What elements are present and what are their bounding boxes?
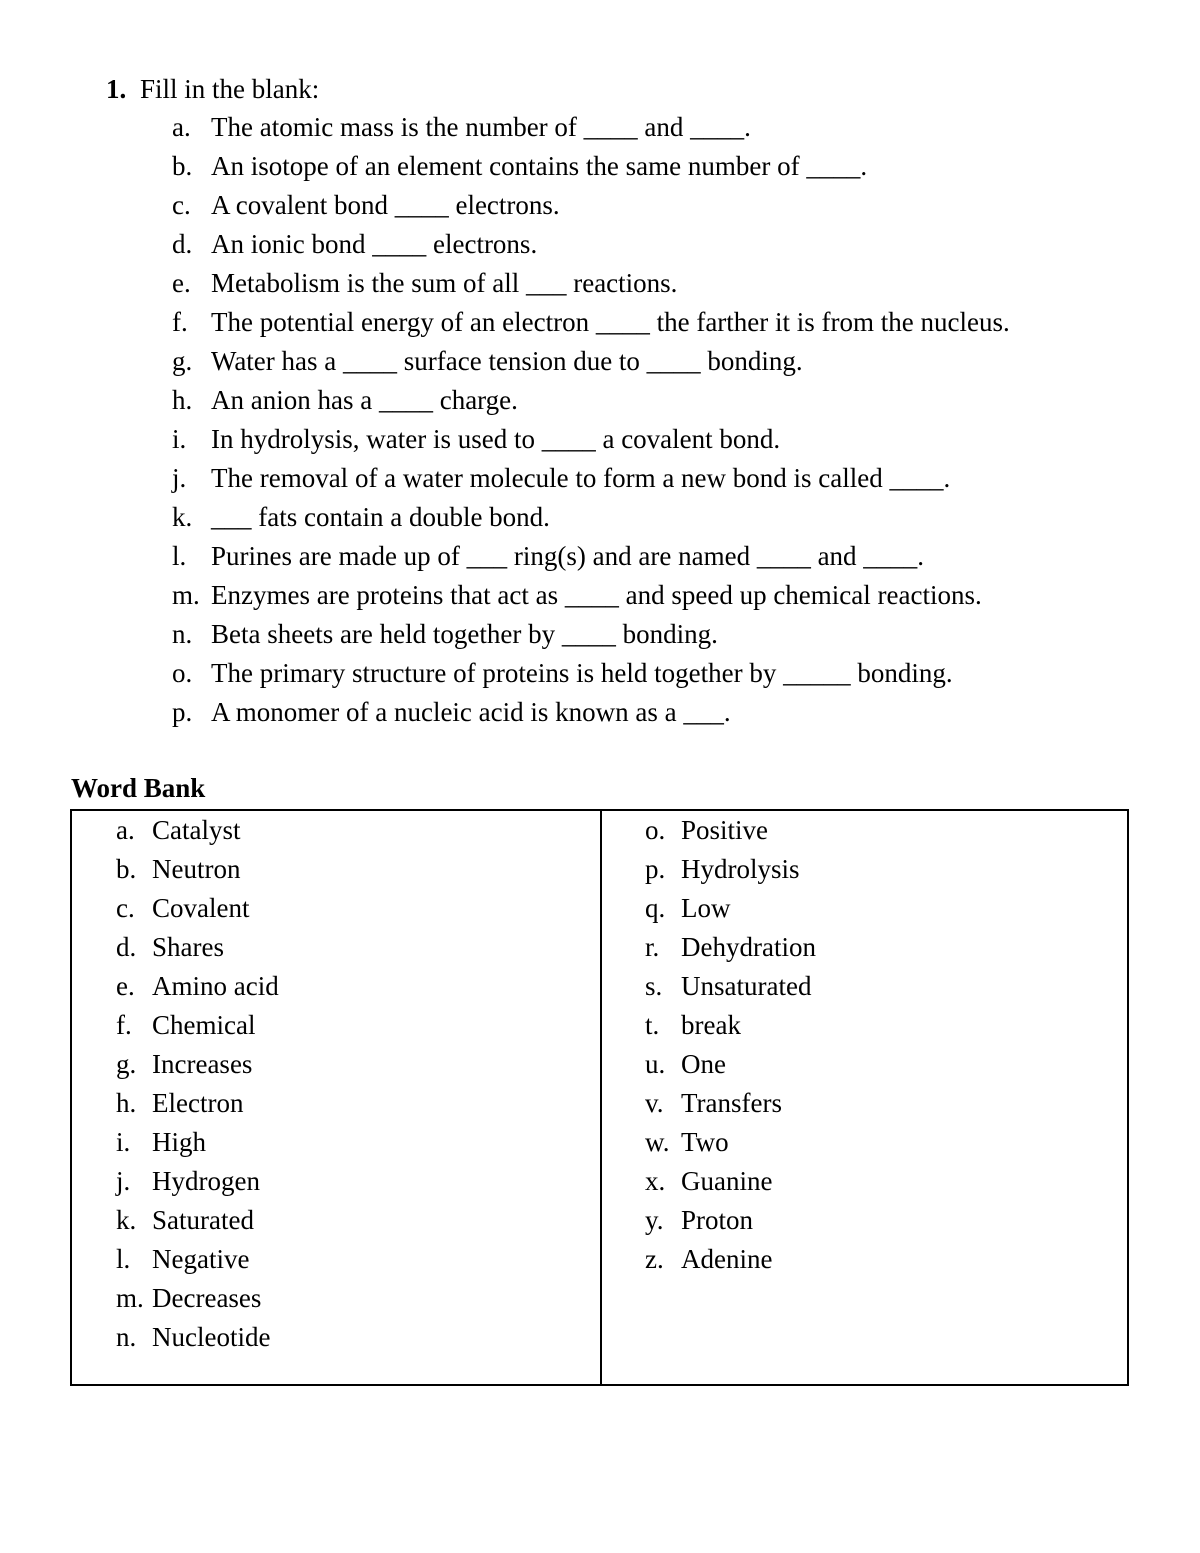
word-bank-item xyxy=(645,930,816,969)
question-number: 1. xyxy=(106,74,127,104)
word-bank-right-column xyxy=(645,813,816,1281)
word-bank-letter: c. xyxy=(116,893,135,923)
word-bank-word: One xyxy=(681,1049,726,1079)
word-bank-word: Guanine xyxy=(681,1166,773,1196)
question-letter: b. xyxy=(172,151,193,181)
word-bank-letter: a. xyxy=(116,815,135,845)
question-text: A covalent bond ____ electrons. xyxy=(211,190,560,220)
word-bank-word: Hydrogen xyxy=(152,1166,260,1196)
word-bank-letter: s. xyxy=(645,971,663,1001)
question-letter: d. xyxy=(172,229,193,259)
question-letter: f. xyxy=(172,307,188,337)
question-item xyxy=(172,500,1010,539)
word-bank-item xyxy=(116,1281,279,1320)
word-bank-item xyxy=(645,1242,816,1281)
word-bank-title: Word Bank xyxy=(71,773,206,803)
question-text: The atomic mass is the number of ____ and ____. xyxy=(211,112,751,142)
word-bank-item xyxy=(645,1008,816,1047)
word-bank-table xyxy=(70,809,1129,1386)
question-text: Purines are made up of ___ ring(s) and are named ____ and ____. xyxy=(211,541,925,571)
word-bank-item xyxy=(645,891,816,930)
word-bank-word: Proton xyxy=(681,1205,754,1235)
word-bank-letter: m. xyxy=(116,1283,144,1313)
question-item xyxy=(172,305,1010,344)
question-text: Water has a ____ surface tension due to ____ bonding. xyxy=(211,346,803,376)
word-bank-item xyxy=(116,813,279,852)
question-letter: g. xyxy=(172,346,193,376)
word-bank-item xyxy=(645,852,816,891)
word-bank-word: Shares xyxy=(152,932,224,962)
word-bank-divider xyxy=(600,811,602,1384)
question-text: A monomer of a nucleic acid is known as a ___. xyxy=(211,697,731,727)
word-bank-letter: r. xyxy=(645,932,660,962)
question-item xyxy=(172,227,1010,266)
question-letter: l. xyxy=(172,541,187,571)
word-bank-letter: b. xyxy=(116,854,137,884)
word-bank-letter: v. xyxy=(645,1088,664,1118)
word-bank-item xyxy=(645,1203,816,1242)
question-item xyxy=(172,344,1010,383)
question-text: Metabolism is the sum of all ___ reactions. xyxy=(211,268,678,298)
word-bank-item xyxy=(116,1047,279,1086)
word-bank-letter: l. xyxy=(116,1244,131,1274)
question-item xyxy=(172,656,1010,695)
word-bank-item xyxy=(116,1203,279,1242)
word-bank-word: High xyxy=(152,1127,206,1157)
word-bank-letter: o. xyxy=(645,815,666,845)
question-text: The potential energy of an electron ____ the farther it is from the nucleus. xyxy=(211,307,1010,337)
question-text: The primary structure of proteins is held together by _____ bonding. xyxy=(211,658,953,688)
question-letter: c. xyxy=(172,190,191,220)
word-bank-word: Catalyst xyxy=(152,815,241,845)
question-item xyxy=(172,188,1010,227)
word-bank-item xyxy=(116,1008,279,1047)
word-bank-letter: k. xyxy=(116,1205,137,1235)
word-bank-word: Positive xyxy=(681,815,769,845)
question-list xyxy=(172,110,1010,734)
question-text: Beta sheets are held together by ____ bonding. xyxy=(211,619,718,649)
question-text: ___ fats contain a double bond. xyxy=(211,502,550,532)
word-bank-item xyxy=(116,1164,279,1203)
question-text: In hydrolysis, water is used to ____ a covalent bond. xyxy=(211,424,781,454)
question-letter: m. xyxy=(172,580,200,610)
question-letter: n. xyxy=(172,619,193,649)
question-letter: e. xyxy=(172,268,191,298)
question-item xyxy=(172,695,1010,734)
question-heading xyxy=(106,72,319,106)
word-bank-word: Adenine xyxy=(681,1244,773,1274)
word-bank-item xyxy=(116,891,279,930)
question-item xyxy=(172,383,1010,422)
word-bank-letter: d. xyxy=(116,932,137,962)
word-bank-word: Unsaturated xyxy=(681,971,812,1001)
word-bank-word: Negative xyxy=(152,1244,250,1274)
question-letter: i. xyxy=(172,424,187,454)
word-bank-letter: i. xyxy=(116,1127,131,1157)
word-bank-letter: t. xyxy=(645,1010,660,1040)
question-item xyxy=(172,539,1010,578)
word-bank-word: Amino acid xyxy=(152,971,279,1001)
question-item xyxy=(172,617,1010,656)
word-bank-item xyxy=(116,930,279,969)
word-bank-item xyxy=(116,969,279,1008)
word-bank-word: Chemical xyxy=(152,1010,256,1040)
word-bank-item xyxy=(116,1086,279,1125)
word-bank-item xyxy=(645,1164,816,1203)
word-bank-item xyxy=(645,1125,816,1164)
word-bank-letter: n. xyxy=(116,1322,137,1352)
word-bank-word: Covalent xyxy=(152,893,250,923)
question-letter: j. xyxy=(172,463,187,493)
word-bank-word: Decreases xyxy=(152,1283,262,1313)
word-bank-item xyxy=(645,813,816,852)
question-item xyxy=(172,266,1010,305)
question-text: An ionic bond ____ electrons. xyxy=(211,229,538,259)
word-bank-letter: p. xyxy=(645,854,666,884)
word-bank-word: Low xyxy=(681,893,731,923)
question-item xyxy=(172,110,1010,149)
word-bank-letter: y. xyxy=(645,1205,664,1235)
question-letter: h. xyxy=(172,385,193,415)
question-text: The removal of a water molecule to form a new bond is called ____. xyxy=(211,463,951,493)
word-bank-item xyxy=(645,969,816,1008)
word-bank-letter: z. xyxy=(645,1244,664,1274)
word-bank-left-column xyxy=(116,813,279,1359)
word-bank-word: Nucleotide xyxy=(152,1322,271,1352)
question-letter: a. xyxy=(172,112,191,142)
word-bank-letter: e. xyxy=(116,971,135,1001)
word-bank-letter: u. xyxy=(645,1049,666,1079)
question-letter: k. xyxy=(172,502,193,532)
word-bank-letter: g. xyxy=(116,1049,137,1079)
word-bank-letter: w. xyxy=(645,1127,670,1157)
word-bank-item xyxy=(645,1086,816,1125)
question-letter: p. xyxy=(172,697,193,727)
word-bank-word: break xyxy=(681,1010,741,1040)
word-bank-item xyxy=(116,1320,279,1359)
word-bank-word: Electron xyxy=(152,1088,244,1118)
question-item xyxy=(172,461,1010,500)
word-bank-word: Transfers xyxy=(681,1088,782,1118)
question-item xyxy=(172,422,1010,461)
word-bank-item xyxy=(116,1125,279,1164)
word-bank-item xyxy=(645,1047,816,1086)
question-text: An isotope of an element contains the same number of ____. xyxy=(211,151,868,181)
word-bank-word: Dehydration xyxy=(681,932,816,962)
word-bank-letter: f. xyxy=(116,1010,132,1040)
word-bank-word: Neutron xyxy=(152,854,241,884)
word-bank-word: Saturated xyxy=(152,1205,254,1235)
word-bank-item xyxy=(116,852,279,891)
word-bank-letter: h. xyxy=(116,1088,137,1118)
word-bank-word: Hydrolysis xyxy=(681,854,800,884)
word-bank-word: Two xyxy=(681,1127,729,1157)
question-item xyxy=(172,149,1010,188)
word-bank-letter: x. xyxy=(645,1166,666,1196)
question-prompt: Fill in the blank: xyxy=(140,74,320,104)
word-bank-item xyxy=(116,1242,279,1281)
word-bank-letter: j. xyxy=(116,1166,131,1196)
word-bank-letter: q. xyxy=(645,893,666,923)
question-letter: o. xyxy=(172,658,193,688)
question-item xyxy=(172,578,1010,617)
question-text: An anion has a ____ charge. xyxy=(211,385,518,415)
question-text: Enzymes are proteins that act as ____ and speed up chemical reactions. xyxy=(211,580,982,610)
word-bank-word: Increases xyxy=(152,1049,253,1079)
